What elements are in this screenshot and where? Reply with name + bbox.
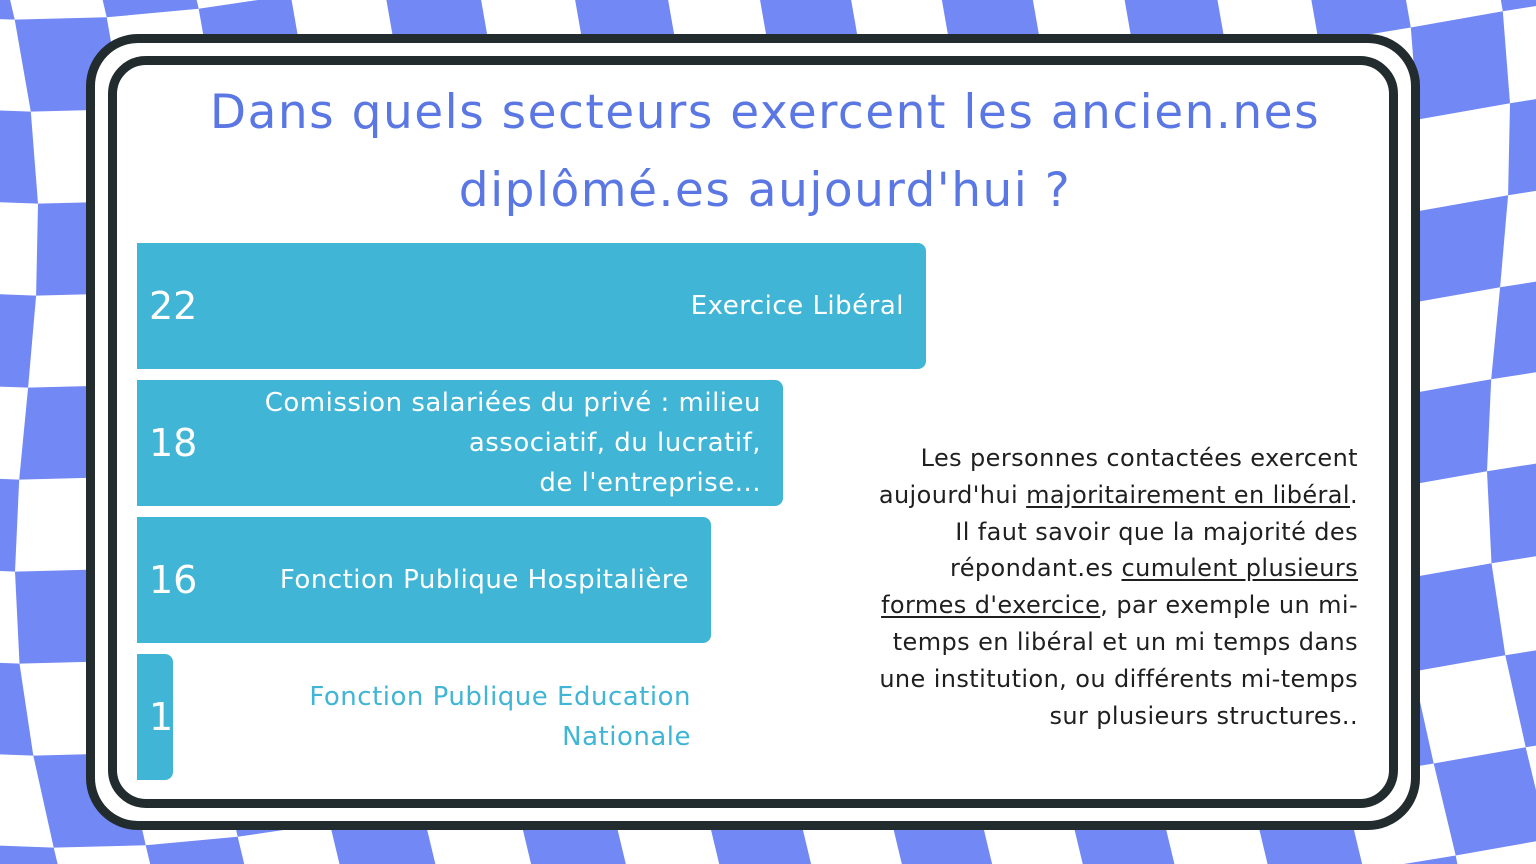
bar-label-commission-salariees-prive: Comission salariées du privé : milieu associatif, du lucratif, de l'entreprise...	[264, 388, 761, 498]
description-emphasis-1: majoritairement en libéral	[1026, 480, 1350, 509]
bar-value-commission-salariees-prive: 18	[149, 421, 198, 465]
page-title	[150, 74, 1380, 230]
bar-label-fonction-publique-hospitaliere: Fonction Publique Hospitalière	[279, 565, 689, 595]
bar-value-exercice-liberal: 22	[149, 284, 198, 328]
description-part-1: Les personnes contactées exercent aujourd'hui	[878, 444, 1358, 509]
bar-label-fonction-publique-education-nationale: Fonction Publique Education Nationale	[309, 682, 691, 752]
description-emphasis-2: cumulent plusieurs formes d'exercice	[881, 554, 1358, 620]
title-line-2: diplômé.es aujourd'hui ?	[458, 163, 1072, 218]
bar-value-fonction-publique-hospitaliere: 16	[149, 558, 198, 602]
bar-label-exercice-liberal: Exercice Libéral	[690, 291, 904, 321]
bar-value-fonction-publique-education-nationale: 1	[149, 695, 174, 739]
title-line-1: Dans quels secteurs exercent les ancien.nes	[209, 85, 1321, 140]
description-part-2: . Il faut savoir que la majorité des répondant.es	[949, 480, 1358, 583]
description-part-3: , par exemple un mi-temps en libéral et un mi temps dans une institution, ou différents mi-temps sur plusieurs structures..	[879, 591, 1358, 730]
description-text	[868, 440, 1358, 734]
